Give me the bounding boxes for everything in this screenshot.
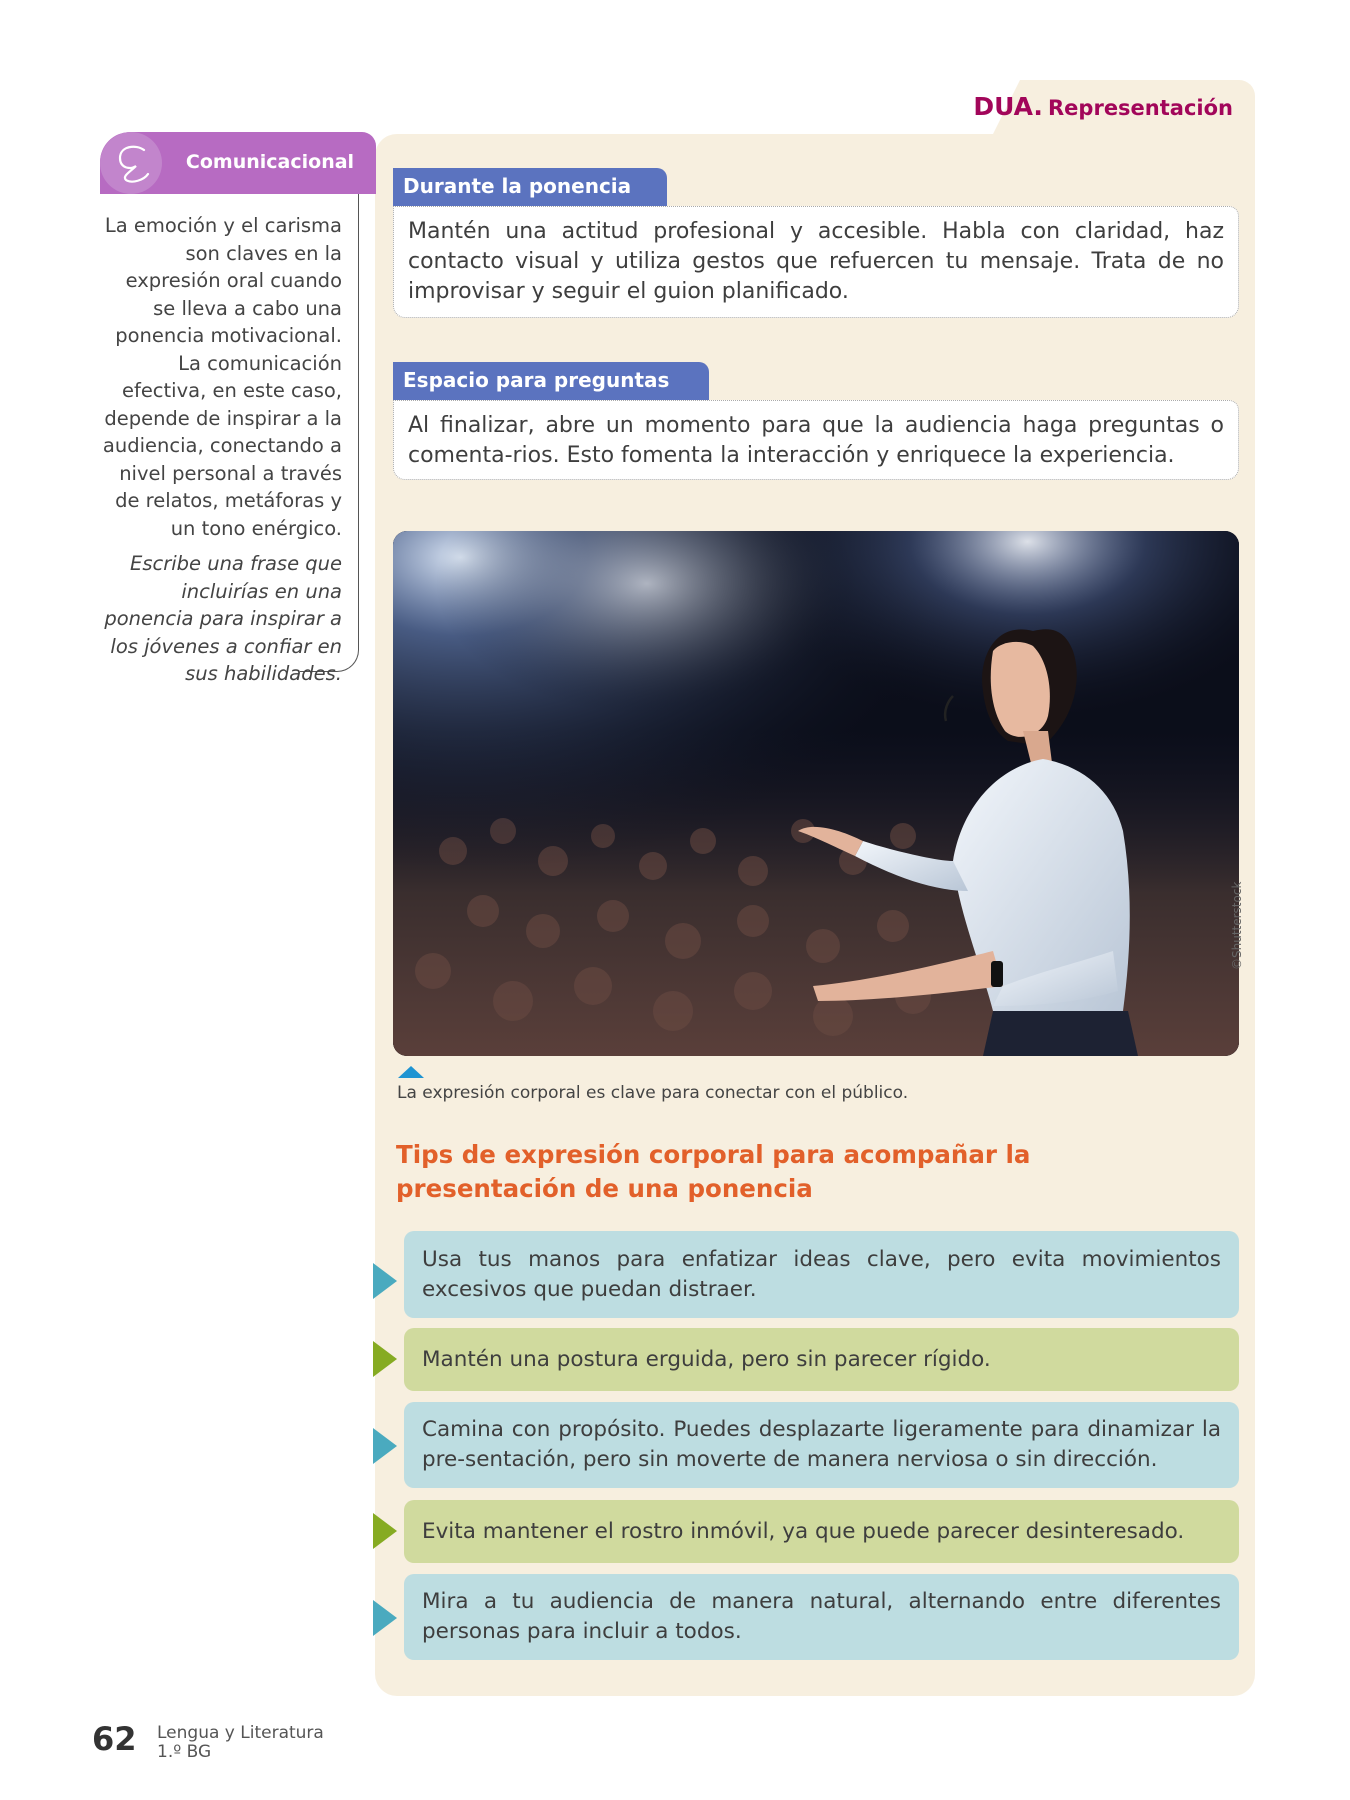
dua-sublabel: Representación [1048,96,1233,120]
tips-title: Tips de expresión corporal para acompañar la presentación de una ponencia [396,1140,1031,1203]
tip-arrow-icon [373,1428,397,1464]
box-preguntas-text: Al finalizar, abre un momento para que la audiencia haga preguntas o comenta-rios. Esto fomenta la interacción y enriquece la experiencia. [393,400,1239,480]
box-durante-text: Mantén una actitud profesional y accesible. Habla con claridad, haz contacto visual y utiliza gestos que refuercen tu mensaje. Trata de no improvisar y seguir el guion planificado. [393,206,1239,318]
photo-caption: La expresión corporal es clave para conectar con el público. [397,1083,909,1103]
page-number: 62 [92,1720,137,1758]
tip-arrow-icon [373,1341,397,1377]
dua-label: DUA. [973,92,1043,121]
box-label-preguntas: Espacio para preguntas [393,362,709,400]
footer-subject [157,1724,324,1762]
tip-item: Camina con propósito. Puedes desplazarte ligeramente para dinamizar la pre-sentación, pero sin moverte de manera nerviosa o sin dirección. [404,1402,1239,1488]
swirl-icon [114,142,154,184]
speaker-illustration [393,531,1239,1056]
speaker-photo [393,531,1239,1056]
dua-heading [973,92,1233,121]
tip-arrow-icon [373,1263,397,1299]
caption-triangle-icon [398,1066,424,1078]
tip-arrow-icon [373,1513,397,1549]
tip-item: Mira a tu audiencia de manera natural, alternando entre diferentes personas para incluir a todos. [404,1574,1239,1660]
tip-item: Evita mantener el rostro inmóvil, ya que puede parecer desinteresado. [404,1500,1239,1563]
tip-arrow-icon [373,1600,397,1636]
tip-item: Mantén una postura erguida, pero sin parecer rígido. [404,1328,1239,1391]
box-label-durante: Durante la ponencia [393,168,667,206]
footer-subject-name: Lengua y Literatura [157,1723,324,1743]
footer-grade: 1.º BG [157,1742,212,1762]
sidebar-tab [100,132,376,194]
sidebar-tab-label: Comunicacional [185,151,355,173]
photo-credit: ©Shutterstock [1230,881,1244,970]
sidebar-prompt: Escribe una frase que incluirías en una ponencia para inspirar a los jóvenes a confiar en sus habilidades. [104,552,342,685]
tip-item: Usa tus manos para enfatizar ideas clave, pero evita movimientos excesivos que puedan distraer. [404,1231,1239,1318]
sidebar-text: La emoción y el carisma son claves en la expresión oral cuando se lleva a cabo una ponencia motivacional. La comunicación efectiva, en este caso, depende de inspirar a la audiencia, conectando a nivel personal a través de relatos, metáforas y un tono enérgico. [102,214,342,540]
